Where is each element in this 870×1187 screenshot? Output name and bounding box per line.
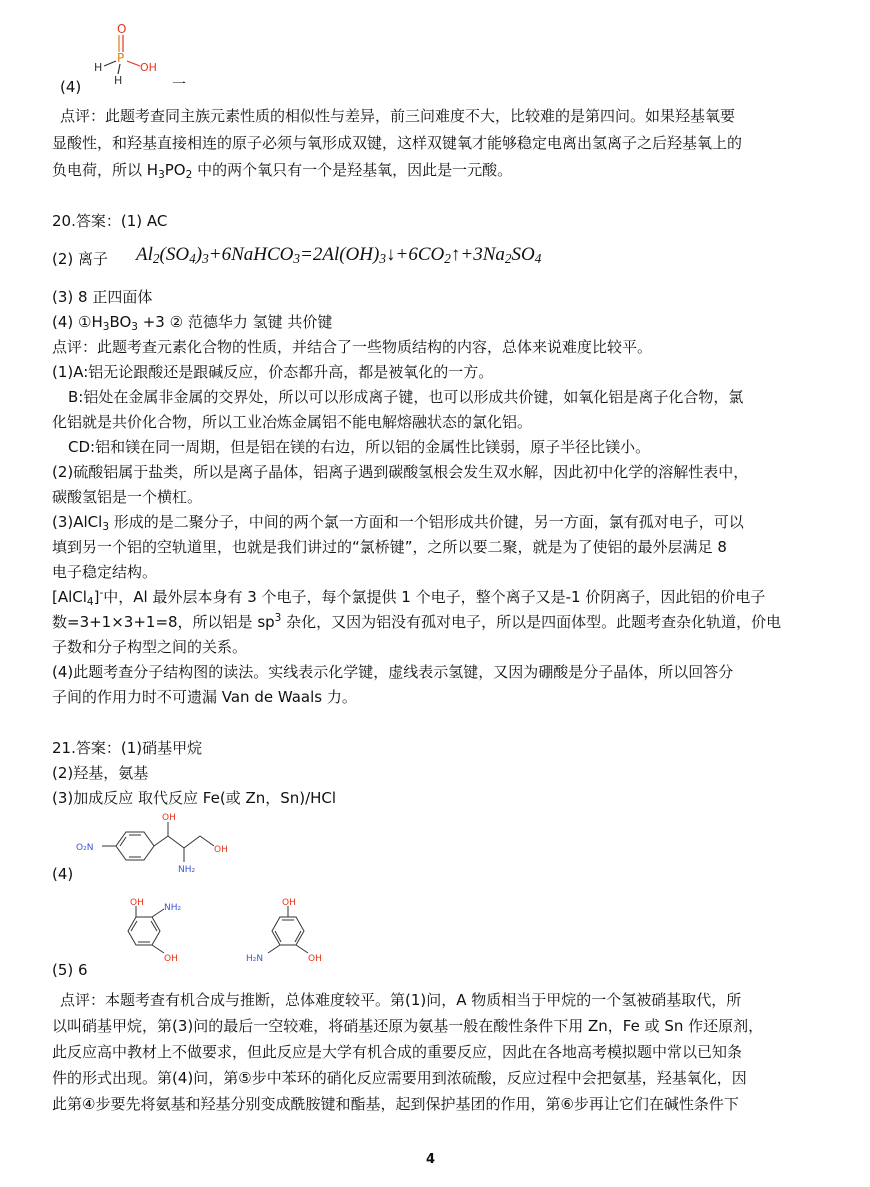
q19-dash: 一 xyxy=(172,77,186,93)
q21-part5-structure-b xyxy=(240,895,350,975)
label-a-nh2: NH₂ xyxy=(164,903,182,913)
bond-ring-c1 xyxy=(154,836,168,846)
bond-c1-c2 xyxy=(168,836,184,848)
label-nh2: NH₂ xyxy=(178,865,196,875)
q21-comment-line2: 以叫硝基甲烷，第(3)问的最后一空较难，将硝基还原为氨基一般在酸性条件下用 Zn，Fe 或 Sn 作还原剂， xyxy=(52,1017,764,1035)
bond-b-oh2 xyxy=(296,945,308,953)
q20-comment-line13: (4)此题考查分子结构图的读法。实线表示化学键，虚线表示氢键，又因为硼酸是分子晶体，所以回答分 xyxy=(52,663,734,681)
label-a-oh1: OH xyxy=(130,898,144,908)
label-oh2: OH xyxy=(214,845,228,855)
q20-answer-heading: 20.答案：(1) AC xyxy=(52,212,168,230)
q21-part2: (2)羟基，氨基 xyxy=(52,764,149,782)
label-b-oh2: OH xyxy=(308,954,322,964)
q21-comment-line4: 件的形式出现。第(4)问，第⑤步中苯环的硝化反应需要用到浓硫酸，反应过程中会把氨基，羟基氧化，因 xyxy=(52,1069,747,1087)
ring-a xyxy=(128,917,160,945)
q20-comment-line12: 子数和分子构型之间的关系。 xyxy=(52,638,248,656)
label-b-nh2: H₂N xyxy=(246,954,264,964)
bond-p-h2 xyxy=(118,64,120,74)
q20-comment-line2: B:铝处在金属非金属的交界处，所以可以形成离子键，也可以形成共价键，如氧化铝是离子化合物，氯 xyxy=(68,388,744,406)
atom-p: P xyxy=(117,51,125,65)
bond-p-oh xyxy=(127,61,140,66)
bond-a-nh2 xyxy=(152,909,164,917)
q19-part4-label: (4) xyxy=(60,78,82,96)
q21-part4-label: (4) xyxy=(52,865,74,883)
q19-comment-line1: 点评：此题考查同主族元素性质的相似性与差异，前三问难度不大，比较难的是第四问。如果羟基氧要 xyxy=(60,107,736,125)
q20-part3: (3) 8 正四面体 xyxy=(52,288,153,306)
q20-part4: (4) $①H_3BO_3 +3$ ② 范德华力 氢键 共价键 xyxy=(52,313,333,333)
q21-comment-line5: 此第④步要先将氨基和羟基分别变成酰胺键和酯基，起到保护基团的作用，第⑥步再让它们在碱性条件下 xyxy=(52,1095,739,1113)
q21-part3: (3)加成反应 取代反应 Fe(或 Zn，Sn)/HCl xyxy=(52,789,337,807)
bond-b-nh2 xyxy=(268,945,280,953)
q20-comment-line10: [AlCl$_4$]-中，Al 最外层本身有 3 个电子，每个氯提供 1 个电子，整个离子又是-1 价阴离子，因此铝的价电子 xyxy=(52,587,766,608)
q20-equation: $Al_2(SO_4)_3+6NaHCO_3=2Al(OH)_3↓+6CO_2↑+3Na_2SO_4$ xyxy=(136,244,542,266)
atom-h1: H xyxy=(94,61,103,74)
ring-a-double-3 xyxy=(151,921,157,931)
q20-comment-line7: (3)AlCl$_3$ 形成的是二聚分子，中间的两个氯一方面和一个铝形成共价键，另一方面，氯有孤对电子，可以 xyxy=(52,513,744,533)
label-b-oh1: OH xyxy=(282,898,296,908)
ring-b-double-2 xyxy=(275,931,281,942)
q21-comment-line1: 点评：本题考查有机合成与推断，总体难度较平。第(1)问，A 物质相当于甲烷的一个氢被硝基取代，所 xyxy=(60,991,742,1009)
q20-comment-line11: 数=3+1×3+1=8，所以铝是 $sp^3$ 杂化，又因为铝没有孤对电子，所以是四面体型。此题考查杂化轨道，价电 xyxy=(52,612,782,631)
q20-comment-line4: CD:铝和镁在同一周期，但是铝在镁的右边，所以铝的金属性比镁弱，原子半径比镁小。 xyxy=(68,438,651,456)
label-oh1: OH xyxy=(162,813,176,823)
bond-c2-c3 xyxy=(184,836,200,848)
atom-h2: H xyxy=(114,74,123,87)
q21-part4-structure xyxy=(72,810,252,880)
q21-answer-heading: 21.答案：(1)硝基甲烷 xyxy=(52,739,203,757)
q21-part5: (5) 6 xyxy=(52,961,88,979)
bond-p-h1 xyxy=(104,61,116,66)
q21-part5-structure-a xyxy=(110,895,200,975)
ring-b-double-3 xyxy=(295,931,301,942)
label-a-oh2: OH xyxy=(164,954,178,964)
phosphinic-acid-structure xyxy=(90,18,180,88)
q20-comment-line14: 子间的作用力时不可遗漏 Van de Waals 力。 xyxy=(52,688,357,706)
q19-comment-line2: 显酸性，和羟基直接相连的原子必须与氧形成双键，这样双键氧才能够稳定电离出氢离子之后羟基氧上的 xyxy=(52,134,743,152)
q20-comment-line9: 电子稳定结构。 xyxy=(52,563,158,581)
bond-a-oh2 xyxy=(152,945,164,953)
benzene-ring xyxy=(116,832,154,860)
bond-c3-oh xyxy=(200,836,214,846)
q20-comment-line8: 填到另一个铝的空轨道里，也就是我们讲过的“氯桥键”，之所以要二聚，就是为了使铝的最外层满足 8 xyxy=(52,538,727,556)
label-o2n: O₂N xyxy=(76,843,94,853)
ring-a-double-2 xyxy=(131,921,137,931)
ring-b xyxy=(272,917,304,945)
page-number: 4 xyxy=(426,1152,436,1167)
q20-comment-line6: 碳酸氢铝是一个横杠。 xyxy=(52,488,203,506)
q20-part2-prefix: (2) 离子 xyxy=(52,250,109,268)
q20-comment-line3: 化铝就是共价化合物，所以工业冶炼金属铝不能电解熔融状态的氯化铝。 xyxy=(52,413,533,431)
q20-comment-line1: (1)A:铝无论跟酸还是跟碱反应，价态都升高，都是被氧化的一方。 xyxy=(52,363,494,381)
atom-o: O xyxy=(117,22,127,36)
q19-comment-line3: 负电荷，所以 $H_3PO_2$ 中的两个氧只有一个是羟基氧，因此是一元酸。 xyxy=(52,161,513,181)
atom-oh: OH xyxy=(140,61,157,74)
q20-comment-line0: 点评：此题考查元素化合物的性质，并结合了一些物质结构的内容，总体来说难度比较平。 xyxy=(52,338,653,356)
q20-comment-line5: (2)硫酸铝属于盐类，所以是离子晶体，铝离子遇到碳酸氢根会发生双水解，因此初中化学的溶解性表中， xyxy=(52,463,749,481)
q21-comment-line3: 此反应高中教材上不做要求，但此反应是大学有机合成的重要反应，因此在各地高考模拟题中常以已知条 xyxy=(52,1043,743,1061)
